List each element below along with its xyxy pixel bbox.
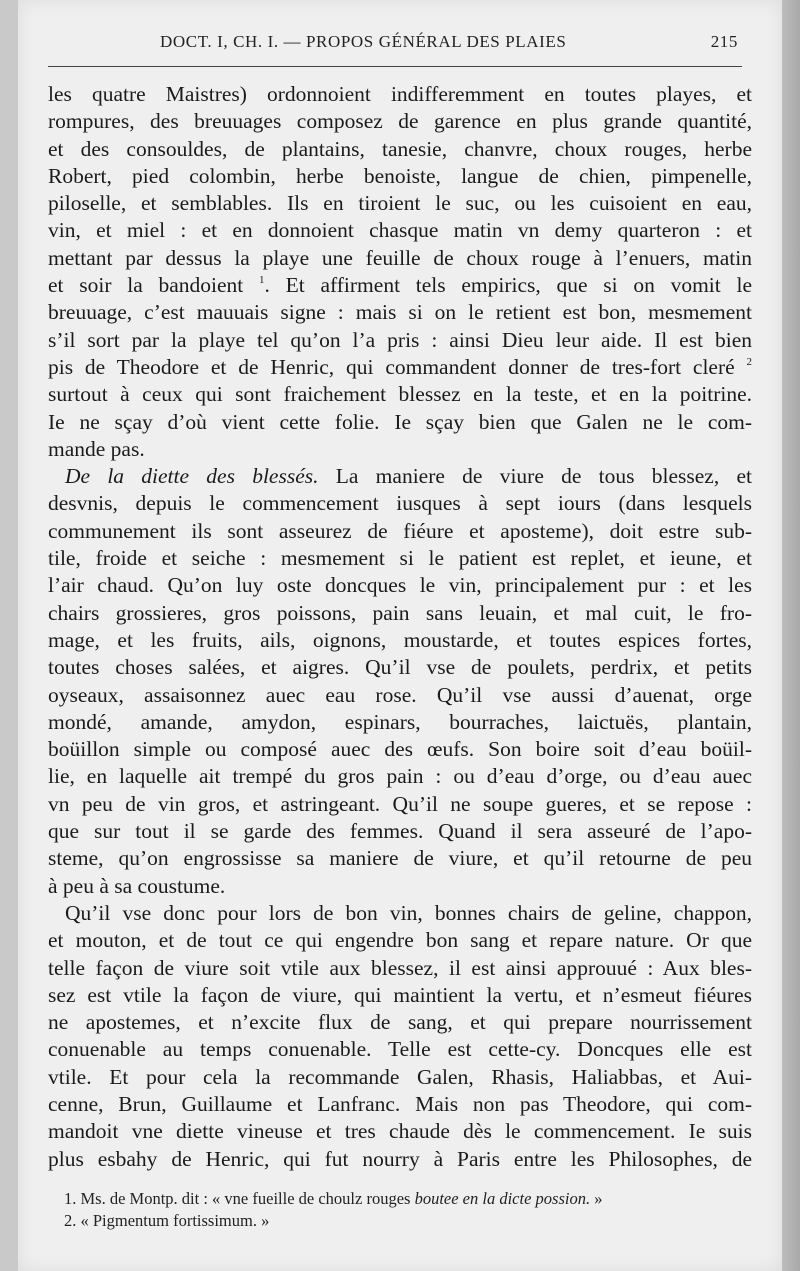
line-segment: La maniere de viure de tous blessez, et: [318, 464, 752, 489]
text-line: [48, 272, 752, 299]
text-line: s’il sort par la playe tel qu’on l’a pris : ainsi Dieu leur aide. Il est bien: [48, 327, 752, 352]
footnotes: [64, 1188, 754, 1232]
text-line: mage, et les fruits, ails, oignons, moustarde, et toutes espices fortes,: [48, 627, 752, 652]
text-line: surtout à ceux qui sont fraichement blessez en la teste, et en la poitrine.: [48, 382, 752, 407]
text-line: Robert, pied colombin, herbe benoiste, langue de chien, pimpenelle,: [48, 163, 752, 188]
header-rule: [48, 66, 742, 67]
footnote-end: »: [590, 1189, 603, 1208]
line-segment: pis de Theodore et de Henric, qui commandent donner de tres-fort cleré: [48, 354, 747, 379]
text-line: steme, qu’on engrossisse sa maniere de viure, et qu’il retourne de peu: [48, 846, 752, 871]
text-line: que sur tout il se garde des femmes. Quand il sera asseuré de l’apo-: [48, 819, 752, 844]
text-line: vn peu de vin gros, et astringeant. Qu’il ne soupe gueres, et se repose :: [48, 791, 752, 816]
text-line: telle façon de viure soit vtile aux blessez, il est ainsi approuué : Aux bles-: [48, 955, 752, 980]
footnote-marker: 2.: [64, 1211, 77, 1230]
text-line: Ie ne sçay d’où vient cette folie. Ie sçay bien que Galen ne le com-: [48, 409, 752, 434]
text-line: l’air chaud. Qu’on luy oste doncques le vin, principalement pur : et les: [48, 573, 752, 598]
text-line: mettant par dessus la playe une feuille de choux rouge à l’enuers, matin: [48, 245, 752, 270]
footnote-italic: boutee en la dicte possion.: [414, 1189, 591, 1208]
text-line: oyseaux, assaisonnez auec eau rose. Qu’il vse aussi d’auenat, orge: [48, 682, 752, 707]
line-segment: . Et affirment tels empirics, que si on vomit le: [264, 273, 752, 298]
text-line: plus esbahy de Henric, qui fut nourry à Paris entre les Philosophes, de: [48, 1146, 752, 1171]
text-line: ne apostemes, et n’excite flux de sang, et qui prepare nourrissement: [48, 1010, 752, 1035]
text-line: boüillon simple ou composé auec des œufs. Son boire soit d’eau boüil-: [48, 737, 752, 762]
footnote-text: « Pigmentum fortissimum. »: [76, 1211, 270, 1230]
text-line: chairs grossieres, gros poissons, pain sans leuain, et mal cuit, le fro-: [48, 600, 752, 625]
running-header: [48, 32, 740, 62]
text-line: piloselle, et semblables. Ils en tiroient le suc, ou les cuisoient en eau,: [48, 191, 752, 216]
text-line: sez est vtile la façon de viure, qui maintient la vertu, et n’esmeut fiéures: [48, 982, 752, 1007]
section-heading: De la diette des blessés.: [65, 464, 319, 489]
text-line: conuenable au temps conuenable. Telle est cette-cy. Doncques elle est: [48, 1037, 752, 1062]
line-segment: et soir la bandoient: [48, 273, 259, 298]
text-line: toutes choses salées, et aigres. Qu’il vse de poulets, perdrix, et petits: [48, 655, 752, 680]
main-text: [48, 81, 752, 1173]
running-title: DOCT. I, CH. I. — PROPOS GÉNÉRAL DES PLAIES: [160, 32, 567, 51]
text-line: Qu’il vse donc pour lors de bon vin, bonnes chairs de geline, chappon,: [65, 900, 752, 925]
text-line: [48, 354, 752, 381]
text-line: cenne, Brun, Guillaume et Lanfranc. Mais non pas Theodore, qui com-: [48, 1091, 752, 1116]
page-edge: [782, 0, 800, 1271]
text-line: et mouton, et de tout ce qui engendre bon sang et repare nature. Or que: [48, 928, 752, 953]
text-line: rompures, des breuuages composez de garence en plus grande quantité,: [48, 109, 752, 134]
text-line: à peu à sa coustume.: [48, 873, 226, 898]
text-line: breuuage, c’est mauuais signe : mais si on le retient est bon, mesmement: [48, 300, 752, 325]
page-number: 215: [710, 32, 738, 51]
text-line: communement ils sont asseurez de fiéure et aposteme), doit estre sub-: [48, 518, 752, 543]
text-line: vtile. Et pour cela la recommande Galen, Rhasis, Haliabbas, et Aui-: [48, 1064, 752, 1089]
footnote-marker: 1.: [64, 1189, 77, 1208]
text-line: tile, froide et seiche : mesmement si le patient est replet, et ieune, et: [48, 546, 752, 571]
footnote-ref-1[interactable]: 1: [259, 274, 265, 287]
text-line: mondé, amande, amydon, espinars, bourraches, laictuës, plantain,: [48, 709, 752, 734]
footnote-ref-2[interactable]: 2: [746, 355, 752, 368]
text-line: mande pas.: [48, 436, 145, 461]
text-line: mandoit vne diette vineuse et tres chaude dès le commencement. Ie suis: [48, 1119, 752, 1144]
text-line: les quatre Maistres) ordonnoient indifferemment en toutes playes, et: [48, 82, 752, 106]
text-line: desvnis, depuis le commencement iusques à sept iours (dans lesquels: [48, 491, 752, 516]
text-line: [48, 463, 752, 490]
text-line: et des consouldes, de plantains, tanesie, chanvre, choux rouges, herbe: [48, 136, 752, 161]
text-line: lie, en laquelle ait trempé du gros pain : ou d’eau d’orge, ou d’eau auec: [48, 764, 752, 789]
footnote-2: [64, 1210, 754, 1232]
footnote-1: [64, 1188, 754, 1210]
text-line: vin, et miel : et en donnoient chasque matin vn demy quarteron : et: [48, 218, 752, 243]
footnote-text: Ms. de Montp. dit : « vne fueille de choulz rouges: [76, 1189, 415, 1208]
